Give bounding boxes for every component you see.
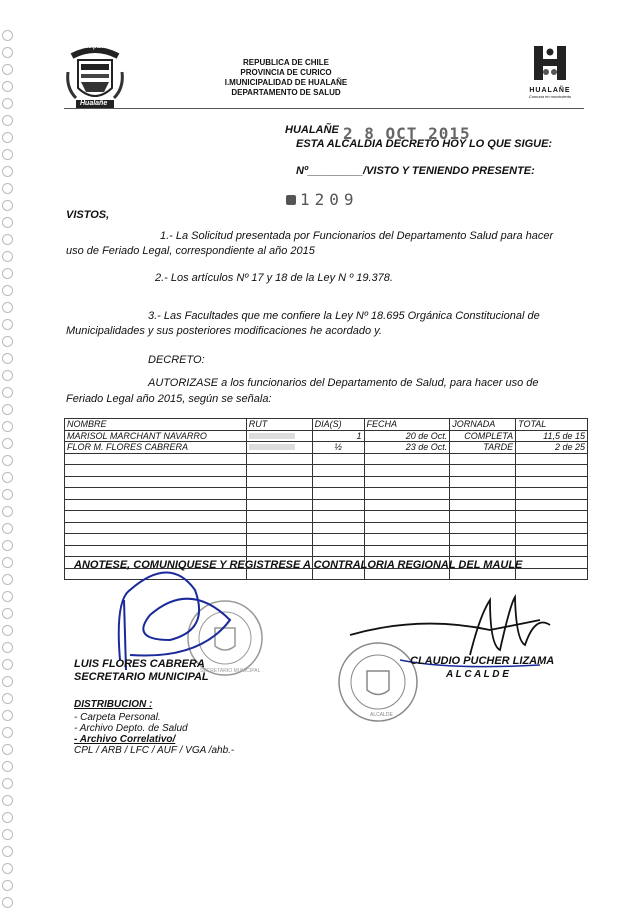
table-row-empty <box>65 545 588 557</box>
table-cell-empty <box>364 488 450 500</box>
paragraph-4-line-2: Feriado Legal año 2015, según se señala: <box>66 393 272 405</box>
header-line: I.MUNICIPALIDAD DE HUALAÑE <box>224 78 348 87</box>
table-cell-empty <box>246 522 312 534</box>
decreto-heading: DECRETO: <box>148 354 205 366</box>
binder-hole <box>2 421 13 432</box>
table-cell-empty <box>65 465 247 477</box>
table-cell-empty <box>246 488 312 500</box>
cell-rut-redacted <box>246 442 312 454</box>
table-cell-empty <box>450 522 516 534</box>
distribution-item: - Archivo Correlativo/ <box>74 734 176 745</box>
table-cell-empty <box>65 453 247 465</box>
table-cell-empty <box>450 465 516 477</box>
table-cell-empty <box>364 511 450 523</box>
column-header: DIA(S) <box>312 419 364 431</box>
crest-top-text: Municipalidad <box>74 44 115 50</box>
binder-hole <box>2 727 13 738</box>
table-cell-empty <box>364 453 450 465</box>
leave-table <box>64 418 588 580</box>
crest-bottom-text: Hualañe <box>80 100 108 107</box>
table-cell-empty <box>65 522 247 534</box>
binder-hole <box>2 795 13 806</box>
paragraph-3-line-2: Municipalidades y sus posteriores modificaciones he acordado y. <box>66 325 382 337</box>
binder-hole <box>2 98 13 109</box>
table-row-empty <box>65 499 588 511</box>
binder-hole <box>2 115 13 126</box>
binder-hole <box>2 540 13 551</box>
table-cell-empty <box>516 522 588 534</box>
decree-number: 1209 <box>300 190 359 209</box>
table-cell-empty <box>246 499 312 511</box>
decree-place: HUALAÑE <box>285 124 339 136</box>
table-cell-empty <box>516 534 588 546</box>
binder-hole <box>2 778 13 789</box>
column-header: TOTAL <box>516 419 588 431</box>
table-cell-empty <box>516 453 588 465</box>
binder-hole <box>2 608 13 619</box>
table-cell-empty <box>65 545 247 557</box>
table-cell-empty <box>516 511 588 523</box>
binder-hole <box>2 200 13 211</box>
distribution-initials: CPL / ARB / LFC / AUF / VGA /ahb.- <box>74 745 235 756</box>
paragraph-4-line-1: AUTORIZASE a los funcionarios del Departamento de Salud, para hacer uso de <box>148 377 539 389</box>
header-line: REPUBLICA DE CHILE <box>243 58 329 67</box>
decree-heading: ESTA ALCALDIA DECRETO HOY LO QUE SIGUE: <box>296 138 553 150</box>
table-cell-empty <box>312 545 364 557</box>
paragraph-2: 2.- Los artículos Nº 17 y 18 de la Ley N º 19.378. <box>155 272 393 284</box>
table-cell-empty <box>516 476 588 488</box>
binder-hole <box>2 710 13 721</box>
table-cell-empty <box>516 557 588 569</box>
binder-hole <box>2 693 13 704</box>
table-cell-empty <box>312 522 364 534</box>
cell-total: 11,5 de 15 <box>516 430 588 442</box>
stamp-mark-icon <box>286 195 296 205</box>
table-cell-empty <box>450 545 516 557</box>
binder-hole <box>2 880 13 891</box>
table-cell-empty <box>246 453 312 465</box>
distribution-item: - Archivo Depto. de Salud <box>74 723 188 734</box>
binder-hole <box>2 897 13 908</box>
table-cell-empty <box>516 499 588 511</box>
table-cell-empty <box>450 476 516 488</box>
table-cell-empty <box>364 465 450 477</box>
cell-date: 20 de Oct. <box>364 430 450 442</box>
table-cell-empty <box>312 476 364 488</box>
table-cell-empty <box>312 453 364 465</box>
table-cell-empty <box>312 511 364 523</box>
binder-hole <box>2 336 13 347</box>
hualane-h-icon <box>530 44 570 82</box>
header-line: PROVINCIA DE CURICO <box>240 68 332 77</box>
table-cell-empty <box>516 465 588 477</box>
binder-hole <box>2 64 13 75</box>
binder-hole <box>2 404 13 415</box>
table-row <box>65 430 588 442</box>
table-row-empty <box>65 476 588 488</box>
table-cell-empty <box>516 545 588 557</box>
table-cell-empty <box>312 488 364 500</box>
column-header: RUT <box>246 419 312 431</box>
binder-hole <box>2 472 13 483</box>
binder-hole <box>2 744 13 755</box>
distribution-title: DISTRIBUCION : <box>74 699 153 710</box>
binder-hole <box>2 353 13 364</box>
paragraph-3-line-1: 3.- Las Facultades que me confiere la Ley Nº 18.695 Orgánica Constitucional de <box>148 310 540 322</box>
secretary-title: SECRETARIO MUNICIPAL <box>74 671 209 683</box>
secretary-seal-text: SECRETARIO MUNICIPAL <box>200 668 261 674</box>
table-cell-empty <box>364 545 450 557</box>
binder-hole <box>2 642 13 653</box>
table-row-empty <box>65 488 588 500</box>
binder-hole <box>2 846 13 857</box>
binder-holes <box>2 30 16 820</box>
cell-days: ½ <box>312 442 364 454</box>
table-cell-empty <box>65 499 247 511</box>
binder-hole <box>2 149 13 160</box>
table-row-empty <box>65 511 588 523</box>
table-cell-empty <box>364 476 450 488</box>
table-cell-empty <box>364 534 450 546</box>
binder-hole <box>2 506 13 517</box>
binder-hole <box>2 81 13 92</box>
header-rule <box>64 108 584 109</box>
cell-shift: COMPLETA <box>450 430 516 442</box>
binder-hole <box>2 285 13 296</box>
table-cell-empty <box>450 534 516 546</box>
binder-hole <box>2 370 13 381</box>
binder-hole <box>2 863 13 874</box>
paragraph-1-line-1: 1.- La Solicitud presentada por Funcionarios del Departamento Salud para hacer <box>160 230 554 242</box>
logo-name: HUALAÑE <box>529 87 571 94</box>
table-cell-empty <box>65 488 247 500</box>
table-cell-empty <box>450 488 516 500</box>
cell-date: 23 de Oct. <box>364 442 450 454</box>
hualane-logo <box>524 44 576 106</box>
table-cell-empty <box>312 465 364 477</box>
binder-hole <box>2 761 13 772</box>
distribution-item: - Carpeta Personal. <box>74 712 161 723</box>
binder-hole <box>2 30 13 41</box>
logo-tagline: Comuna en movimiento <box>528 94 572 99</box>
mayor-seal-text: ALCALDE <box>370 712 393 718</box>
table-cell-empty <box>246 534 312 546</box>
header-line: DEPARTAMENTO DE SALUD <box>231 88 341 97</box>
date-stamp: 2 8 OCT 2015 <box>343 124 471 143</box>
table-header-row <box>65 419 588 431</box>
table-cell-empty <box>65 534 247 546</box>
table-row-empty <box>65 522 588 534</box>
cell-shift: TARDE <box>450 442 516 454</box>
table-cell-empty <box>246 476 312 488</box>
binder-hole <box>2 829 13 840</box>
binder-hole <box>2 183 13 194</box>
binder-hole <box>2 574 13 585</box>
table-cell-empty <box>312 499 364 511</box>
table-row-empty <box>65 465 588 477</box>
table-row-empty <box>65 453 588 465</box>
table-cell-empty <box>450 511 516 523</box>
column-header: FECHA <box>364 419 450 431</box>
binder-hole <box>2 251 13 262</box>
binder-hole <box>2 132 13 143</box>
table-cell-empty <box>246 465 312 477</box>
table-cell-empty <box>65 511 247 523</box>
secretary-name: LUIS FLORES CABRERA <box>74 658 205 670</box>
table-cell-empty <box>246 511 312 523</box>
table-cell-empty <box>246 545 312 557</box>
table-row-empty <box>65 534 588 546</box>
binder-hole <box>2 319 13 330</box>
cell-days: 1 <box>312 430 364 442</box>
column-header: NOMBRE <box>65 419 247 431</box>
cell-name: MARISOL MARCHANT NAVARRO <box>65 430 247 442</box>
binder-hole <box>2 676 13 687</box>
decree-visto-line: Nº_________/VISTO Y TENIENDO PRESENTE: <box>296 165 535 177</box>
binder-hole <box>2 659 13 670</box>
table-cell-empty <box>516 488 588 500</box>
binder-hole <box>2 625 13 636</box>
cell-total: 2 de 25 <box>516 442 588 454</box>
mayor-name: CLAUDIO PUCHER LIZAMA <box>410 655 555 667</box>
column-header: JORNADA <box>450 419 516 431</box>
closing-statement: ANOTESE, COMUNIQUESE Y REGISTRESE A CONTRALORIA REGIONAL DEL MAULE <box>74 559 523 571</box>
binder-hole <box>2 268 13 279</box>
binder-hole <box>2 387 13 398</box>
table-cell-empty <box>450 453 516 465</box>
mayor-title: A L C A L D E <box>446 669 509 680</box>
table-cell-empty <box>516 568 588 580</box>
binder-hole <box>2 591 13 602</box>
binder-hole <box>2 217 13 228</box>
cell-name: FLOR M. FLORES CABRERA <box>65 442 247 454</box>
binder-hole <box>2 302 13 313</box>
binder-hole <box>2 234 13 245</box>
binder-hole <box>2 438 13 449</box>
binder-hole <box>2 523 13 534</box>
paragraph-1-line-2: uso de Feriado Legal, correspondiente al año 2015 <box>66 245 315 257</box>
table-cell-empty <box>450 499 516 511</box>
table-cell-empty <box>364 522 450 534</box>
cell-rut-redacted <box>246 430 312 442</box>
binder-hole <box>2 812 13 823</box>
table-cell-empty <box>312 534 364 546</box>
binder-hole <box>2 557 13 568</box>
binder-hole <box>2 166 13 177</box>
table-cell-empty <box>65 476 247 488</box>
binder-hole <box>2 47 13 58</box>
institution-header <box>196 58 376 98</box>
table-row <box>65 442 588 454</box>
vistos-heading: VISTOS, <box>66 209 110 221</box>
table-cell-empty <box>364 499 450 511</box>
binder-hole <box>2 489 13 500</box>
binder-hole <box>2 455 13 466</box>
